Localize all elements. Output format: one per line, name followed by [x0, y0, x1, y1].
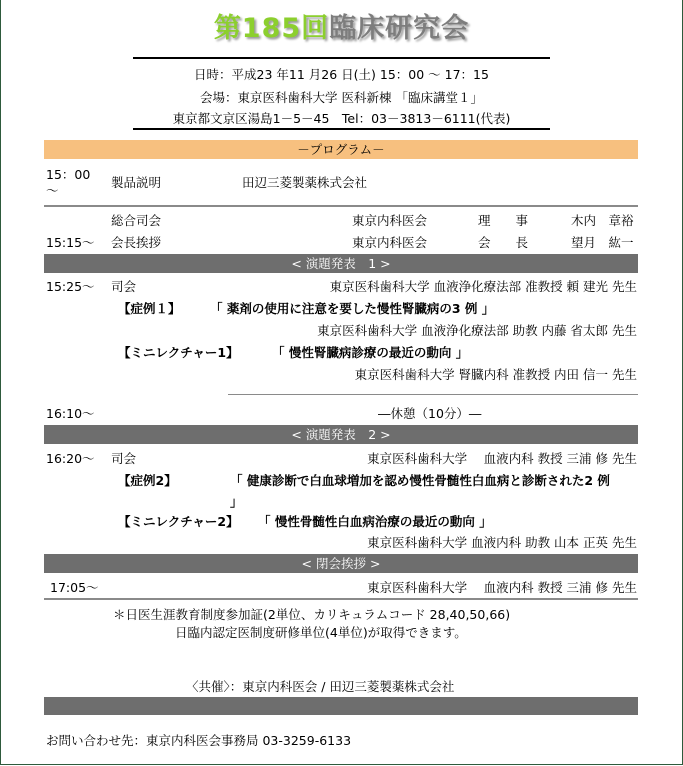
lecture2-chair: 東京医科歯科大学 血液内科 教授 三浦 修 先生: [367, 451, 637, 466]
divider-2: [228, 394, 638, 395]
lecture1-chair: 東京医科歯科大学 血液浄化療法部 准教授 頼 建光 先生: [329, 279, 637, 294]
closing-heading: < 閉会挨拶 >: [301, 556, 381, 571]
mini2-label: 【ミニレクチャー2】: [118, 514, 239, 529]
lecture1-time: 15:25～: [46, 279, 95, 294]
mc-label: 総合司会: [111, 213, 162, 228]
case1-speaker: 東京医科歯科大学 血液浄化療法部 助教 内藤 省太郎 先生: [317, 323, 637, 338]
mini1-speaker: 東京医科歯科大学 腎臓内科 准教授 内田 信一 先生: [354, 367, 637, 382]
divider-3: [44, 598, 638, 600]
lecture2-chair-label: 司会: [111, 451, 137, 466]
event-datetime: 日時：平成23 年11 月26 日(土) 15：00 ～ 17：15: [194, 67, 489, 82]
session1-time: 15：00: [46, 167, 91, 182]
lecture2-heading: < 演題発表 2 >: [291, 427, 391, 442]
mc-org: 東京内科医会: [352, 213, 428, 228]
header-top-rule: [133, 57, 550, 59]
program-heading: －プログラム－: [297, 142, 385, 157]
mc-role: 理 事: [478, 213, 529, 228]
break-time: 16:10～: [46, 406, 95, 421]
case2-title: 「 健康診断で白血球増加を認め慢性骨髄性白血病と診断された2 例: [230, 473, 610, 488]
lecture2-bar: [44, 425, 638, 444]
greeting-time: 15:15～: [46, 235, 95, 250]
event-address: 東京都文京区湯島1－5－45 Tel：03－3813－6111(代表): [172, 111, 511, 126]
header-bottom-rule: [133, 128, 550, 130]
lecture1-chair-label: 司会: [111, 279, 137, 294]
page-title: [0, 6, 683, 45]
mini1-label: 【ミニレクチャー1】: [118, 345, 239, 360]
session1-time-tilde: ～: [46, 183, 59, 198]
mini2-title: 「 慢性骨髄性白血病治療の最近の動向 」: [258, 514, 492, 529]
case1-label: 【症例１】: [118, 301, 181, 316]
mc-name: 木内 章裕: [571, 213, 634, 228]
session1-org: 田辺三菱製薬株式会社: [242, 175, 368, 190]
greeting-role: 会 長: [478, 235, 529, 250]
event-venue: 会場：東京医科歯科大学 医科新棟 「臨床講堂１」: [200, 90, 483, 105]
title-number: 第185回: [213, 13, 330, 44]
case2-title-end: 」: [230, 494, 243, 509]
credit-note-1: ＊日医生涯教育制度参加証(2単位、カリキュラムコード 28,40,50,66): [113, 607, 511, 622]
greeting-org: 東京内科医会: [352, 235, 428, 250]
case1-title: 「 薬剤の使用に注意を要した慢性腎臓病の3 例 」: [210, 301, 495, 316]
footer-bar: [44, 697, 638, 715]
closing-time: 17:05～: [50, 580, 99, 595]
contact-info: お問い合わせ先：東京内科医会事務局 03-3259-6133: [46, 733, 352, 748]
co-sponsor: 〈共催〉：東京内科医会 / 田辺三菱製薬株式会社: [186, 679, 455, 694]
title-text: 臨床研究会: [329, 13, 470, 44]
mini1-title: 「 慢性腎臓病診療の最近の動向 」: [272, 345, 469, 360]
lecture1-heading: < 演題発表 1 >: [291, 256, 391, 271]
lecture2-time: 16:20～: [46, 451, 95, 466]
divider-1: [44, 205, 638, 207]
mini2-speaker: 東京医科歯科大学 血液内科 助教 山本 正英 先生: [367, 535, 637, 550]
session1-label: 製品説明: [111, 175, 162, 190]
case2-label: 【症例2】: [118, 473, 177, 488]
break-text: ―休憩（10分）―: [378, 406, 482, 421]
closing-speaker: 東京医科歯科大学 血液内科 教授 三浦 修 先生: [367, 580, 637, 595]
greeting-label: 会長挨拶: [111, 235, 162, 250]
program-heading-bar: [44, 140, 638, 159]
lecture1-bar: [44, 254, 638, 273]
closing-bar: [44, 554, 638, 573]
credit-note-2: 日臨内認定医制度研修単位(4単位)が取得できます。: [175, 625, 467, 640]
greeting-name: 望月 紘一: [571, 235, 634, 250]
